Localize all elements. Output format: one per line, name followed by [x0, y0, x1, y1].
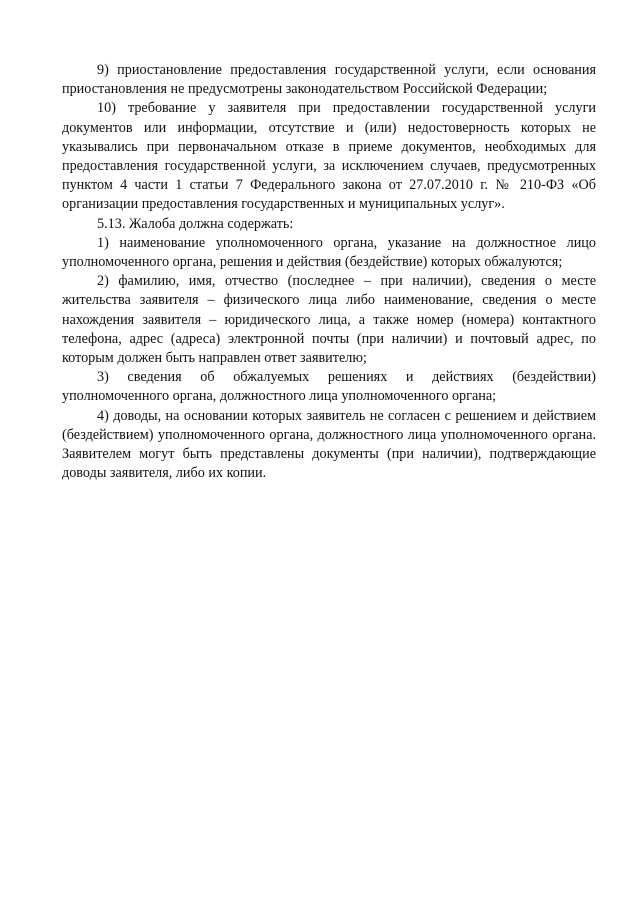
paragraph-complaint-item-4: 4) доводы, на основании которых заявитель не согласен с решением и действием (бездействием) уполномоченного органа, должностного лица уполномоченного органа. Заявителем могут быть представлены документы (при наличии), подтверждающие доводы заявителя, либо их копии. [62, 407, 596, 482]
paragraph-complaint-item-3: 3) сведения об обжалуемых решениях и действиях (бездействии) уполномоченного органа, должностного лица уполномоченного органа; [62, 369, 596, 405]
document-body [62, 61, 596, 483]
paragraph-complaint-item-2: 2) фамилию, имя, отчество (последнее – при наличии), сведения о месте жительства заявителя – физического лица либо наименование, сведения о месте нахождения заявителя – юридического лица, а также номер (номера) контактного телефона, адрес (адреса) электронной почты (при наличии) и почтовый адрес, по которым должен быть направлен ответ заявителю; [62, 273, 596, 367]
paragraph-item-9: 9) приостановление предоставления государственной услуги, если основания приостановления не предусмотрены законодательством Российской Федерации; [62, 62, 596, 98]
section-heading-5-13: 5.13. Жалоба должна содержать: [97, 215, 294, 232]
paragraph-item-10: 10) требование у заявителя при предоставлении государственной услуги документов или информации, отсутствие и (или) недостоверность которых не указывались при первоначальном отказе в приеме документов, необходимых для предоставления государственной услуги, за исключением случаев, предусмотренных пунктом 4 части 1 статьи 7 Федерального закона от 27.07.2010 г. № 210-ФЗ «Об организации предоставления государственных и муниципальных услуг». [62, 100, 596, 213]
paragraph-complaint-item-1: 1) наименование уполномоченного органа, указание на должностное лицо уполномоченного органа, решения и действия (бездействие) которых обжалуются; [62, 234, 596, 271]
